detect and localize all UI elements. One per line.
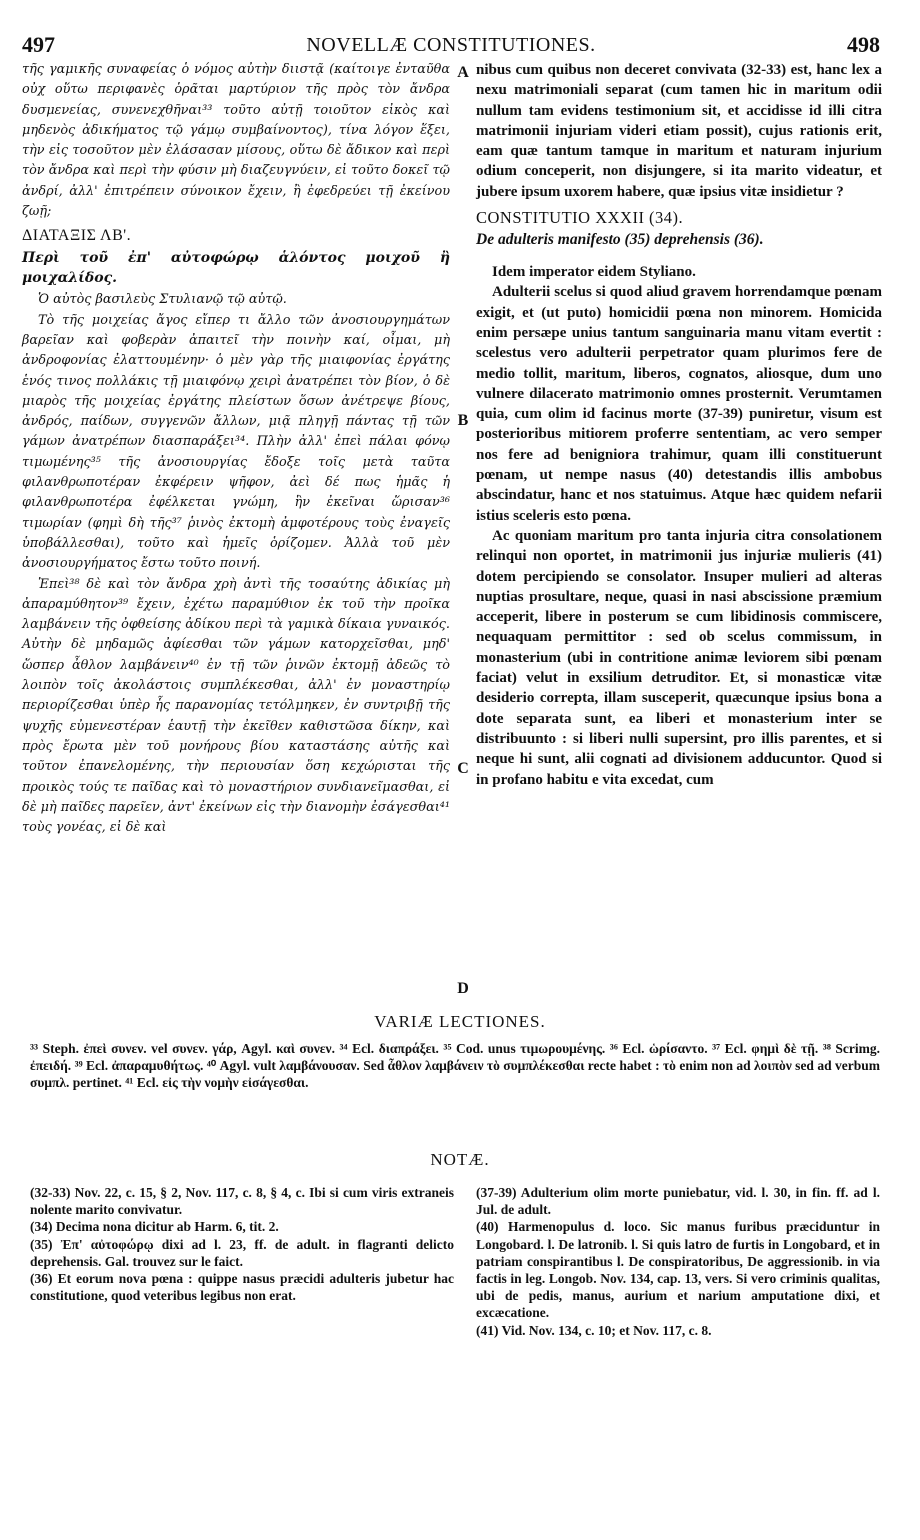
margin-letter-d: D — [457, 980, 469, 997]
greek-intro-paragraph: τῆς γαμικῆς συναφείας ὁ νόμος αὐτὴν διιστᾷ (καίτοιγε ἐνταῦθα οὐχ οὕτω περιφανὲς ὁρᾶται μαρτύριον τῆς πρὸς τὸν ἄνδρα δυσμενείας, συνενεχθῆναι³³ τοῦτο αὐτῇ τοιοῦτον εἰκὸς καὶ μηδενὸς ἀδικήματος τῷ γάμῳ συμβαίνοντος), τίνα λόγον ἕξει, τὴν εἰς τοσοῦτον μὲν ἐλάσασαν μίσους, οὕτω δὲ ἄδικον καὶ περὶ τὸν ἄνδρα καὶ περὶ τὴν φύσιν μὴ διαζευγνύειν, εἰ τοῦτο δοκεῖ τῷ ἀνδρί, ἀλλ' ἐπιτρέπειν σύνοικον ἔχειν, ἢ ἐφεδρεύει τῇ ἐκείνου ζωῇ; — [22, 62, 450, 220]
greek-address: Ὁ αὐτὸς βασιλεὺς Στυλιανῷ τῷ αὐτῷ. — [38, 292, 287, 308]
notes-left-column — [30, 1184, 454, 1304]
note-item: (34) Decima nona dicitur ab Harm. 6, tit. 2. — [30, 1219, 279, 1235]
latin-paragraph-2: Ac quoniam maritum pro tanta injuria citra consolationem relinqui non oportet, in matrimonii jus injuriæ mulieris (41) dotem percipiendo se consolator. Insuper mulieri ad alteras nuptias prosultare, neque, quasi in nasi abscissione præmium acceperit, libere in posterum se cum libidinosis commiscere, nequaquam permittitor : sed ob scelus commissum, in monasterium (ubi in contritione animæ leviorem sibi pœnam faciat) velut in exsilium detruditor. Et, si monasticæ vitæ desiderio correpta, illam susceperit, quæcunque ipsius bona a dote separata sunt, ea liberi et monasterium inter se distribuunto : si liberi nulli supersint, pro illis parentes, et si neque hi sunt, alii cognati ad divisionem adducuntor. Quod si in profano habitu e vita excedat, cum — [476, 527, 882, 788]
notes-right-column — [476, 1184, 880, 1339]
latin-section-heading: CONSTITUTIO XXXII (34). — [476, 208, 684, 228]
latin-address: Idem imperator eidem Styliano. — [492, 264, 696, 281]
latin-section-title: De adulteris manifesto (35) deprehensis (36). — [476, 231, 764, 249]
latin-paragraph-1: Adulterii scelus si quod aliud gravem horrendamque pœnam exigit, et (ut puto) homicidii pœna non minorem. Homicida enim persæpe unius tantum sanguinaria manu vitam evertit : scelestus vero adulterii perpetrator quam plurimos fere de medio tollit, maritum, liberos, cognatos, aliosque, dum uno vulnere dilacerato matrimonio omnes prosternit. Verumtamen quia, cum olim id facinus morte (37-39) puniretur, visum est posterioribus mitiorem proferre sententiam, ac vero semper nos fere ad benigniora trahimur, quam illi constituerunt pœnam, ut nempe nasus (40) detestandis illis ambobus abscindatur, hanc et nos statuimus. Atque hæc quidem nefarii istius sceleris esto pœna. — [476, 284, 882, 524]
running-header — [22, 32, 880, 60]
page-number-right: 498 — [847, 32, 880, 57]
margin-letter-b: B — [457, 412, 469, 429]
note-item: (40) Harmenopulus d. loco. Sic manus furibus præciduntur in Longobard. l. De latronib. l. Si quis latro de furtis in Longobard, et in patriam conspirantibus l. De conspiratoribus, De aggressionib. in via factis in leg. Longob. Nov. 134, cap. 13, vers. Si vero criminis qualitas, ubi de pedis, manus, aurium et narium amputatione dixi, et excæcatione. — [476, 1219, 880, 1321]
latin-column — [476, 60, 882, 790]
note-item: (35) Ἐπ' αὐτοφώρῳ dixi ad l. 23, ff. de adult. in flagranti delicto deprehensis. Gal. trouvez sur le faict. — [30, 1236, 454, 1269]
margin-letter-a: A — [457, 64, 469, 81]
notae-heading: NOTÆ. — [430, 1150, 490, 1169]
note-item: (32-33) Nov. 22, c. 15, § 2, Nov. 117, c. 8, § 4, c. Ibi si cum viris extraneis nolente marito convivatur. — [30, 1185, 454, 1218]
margin-letter-c: C — [457, 760, 469, 777]
latin-intro-paragraph: nibus cum quibus non deceret convivata (32-33) est, hanc lex a nexu matrimoniali separat (cum tamen hic in maritum odii nullum tam evidens testimonium sit, et accidisse id illi citra matrimonii injuriam videri etiam possit), cujus rationis erit, eam quæ tantum tamque in maritum et naturam injurium odium conceperit, non disjungere, si ita marito videatur, et jubere ipsum uxorem habere, quæ ipsius vitæ insidietur ? — [476, 62, 882, 200]
greek-column — [22, 60, 450, 838]
running-title: NOVELLÆ CONSTITUTIONES. — [306, 34, 596, 56]
greek-section-heading: ΔΙΑΤΑΞΙΣ ΛΒ'. — [22, 227, 132, 245]
note-item: (41) Vid. Nov. 134, c. 10; et Nov. 117, c. 8. — [476, 1322, 712, 1338]
greek-paragraph-2: Ἐπεὶ³⁸ δὲ καὶ τὸν ἄνδρα χρὴ ἀντὶ τῆς τοσαύτης ἀδικίας μὴ ἀπαραμύθητον³⁹ ἔχειν, ἐχέτω παραμύθιον ἐκ τοῦ τὴν προῖκα λαμβάνειν τῆς ὀφθείσης ἀδίκου περὶ τὰ γαμικὰ δίκαια γυναικός. Αὐτὴν δὲ μηδαμῶς ἀφίεσθαι τῶν γάμων κατορχεῖσθαι, μηδ' ὥσπερ ἆθλον λαμβάνειν⁴⁰ ἐν τῇ τῶν ῥινῶν ἐκτομῇ ἀδεῶς τὸ λοιπὸν τοῖς ἀκολάστοις συμπλέκεσθαι, ἀλλ' ἐν μοναστηρίῳ περιορίζεσθαι ὑπὲρ ἧς παρανομίας τετόλμηκεν, ἐν συντριβῇ τῆς ψυχῆς εὐμενεστέραν ἑαυτῇ τὴν ἐκεῖθεν καθιστῶσα δίκην, καὶ πρὸς ἔρωτα μὲν τοῦ μονήρους βίου καταστάσης αὐτῆς καὶ τοῦτον ἐπανελομένης, τὴν περιουσίαν ὅση κεχώρισται τῆς προικὸς τούς τε παῖδας καὶ τὸ μοναστήριον συνδιανεῖμασθαι, εἰ δὲ μὴ παῖδες παρεῖεν, ἀντ' ἐκείνων εἰς τὴν διανομὴν ἐσάγεσθαι⁴¹ τοὺς γονέας, εἰ δὲ καὶ — [22, 576, 450, 836]
note-item: (37-39) Adulterium olim morte puniebatur, vid. l. 30, in fin. ff. ad l. Jul. de adult. — [476, 1185, 880, 1218]
note-item: (36) Et eorum nova pœna : quippe nasus præcidi adulteris jubetur hac constitutione, quod veteribus legibus non erat. — [30, 1271, 454, 1304]
page-number-left: 497 — [22, 32, 55, 57]
variae-lectiones-text: ³³ Steph. ἐπεὶ συνεν. vel συνεν. γάρ, Agyl. καὶ συνεν. ³⁴ Ecl. διαπράξει. ³⁵ Cod. unus τιμωρουμένης. ³⁶ Ecl. ὡρίσαντο. ³⁷ Ecl. φημὶ δὲ τῇ. ³⁸ Scrimg. ἐπειδή. ³⁹ Ecl. ἀπαραμυθήτως. ⁴⁰ Agyl. vult λαμβάνουσαν. Sed ἆθλον λαμβάνειν τὸ συμπλέκεσθαι recte habet : τὸ enim non ad λοιπὸν sed ad verbum συμπλ. pertinet. ⁴¹ Ecl. εἰς τὴν νομὴν εἰσάγεσθαι. — [30, 1041, 880, 1090]
greek-section-title: Περὶ τοῦ ἐπ' αὐτοφώρῳ ἁλόντος μοιχοῦ ἢ μοιχαλίδος. — [22, 250, 450, 287]
greek-paragraph-1: Τὸ τῆς μοιχείας ἄγος εἴπερ τι ἄλλο τῶν ἀνοσιουργημάτων βαρεῖαν καὶ φοβερὰν ἀπαιτεῖ τὴν ποινὴν καί, οἶμαι, μὴ ἀνδροφονίας ἐλαττουμένην· ὁ μὲν γὰρ τῆς μιαιφονίας ἐργάτης ἑνός τινος πολλάκις τῇ μιαιφόνῳ χειρὶ ἀνατρέπει τὸν βίον, ὁ δὲ μιαρὸς τῆς μοιχείας ἐργάτης πλείστων ὅσων ἀνέτρεψε βίους, ἀνδρός, παίδων, συγγενῶν ἄλλων, μιᾷ πληγῇ πάντας τῇ τῶν γάμων ἀνατρέπων διασπαράξει³⁴. Πλὴν ἀλλ' ἐπεὶ πάλαι φόνῳ τιμωμένης³⁵ τῆς ἀνοσιουργίας ἔδοξε τοῖς μετὰ ταῦτα φιλανθρωποτέραν ἐκφέρειν ψῆφον, ἀεὶ δέ πως ἡμᾶς ἡ φιλανθρωποτέρα ἐφέλκεται γνώμη, ἣν ἐκεῖναι ὥρισαν³⁶ τιμωρίαν (φημὶ δὴ τῆς³⁷ ῥινὸς ἐκτομὴ ἀμφοτέρους τοὺς ἐναγεῖς ὑποβάλλεσθαι), τοῦτο καὶ ἡμεῖς ὁρίζομεν. Ἀλλὰ τοῦ μὲν ἀνοσιουργήματος ἔστω τοῦτο ποινή. — [22, 312, 450, 572]
variae-lectiones-heading: VARIÆ LECTIONES. — [374, 1012, 546, 1031]
